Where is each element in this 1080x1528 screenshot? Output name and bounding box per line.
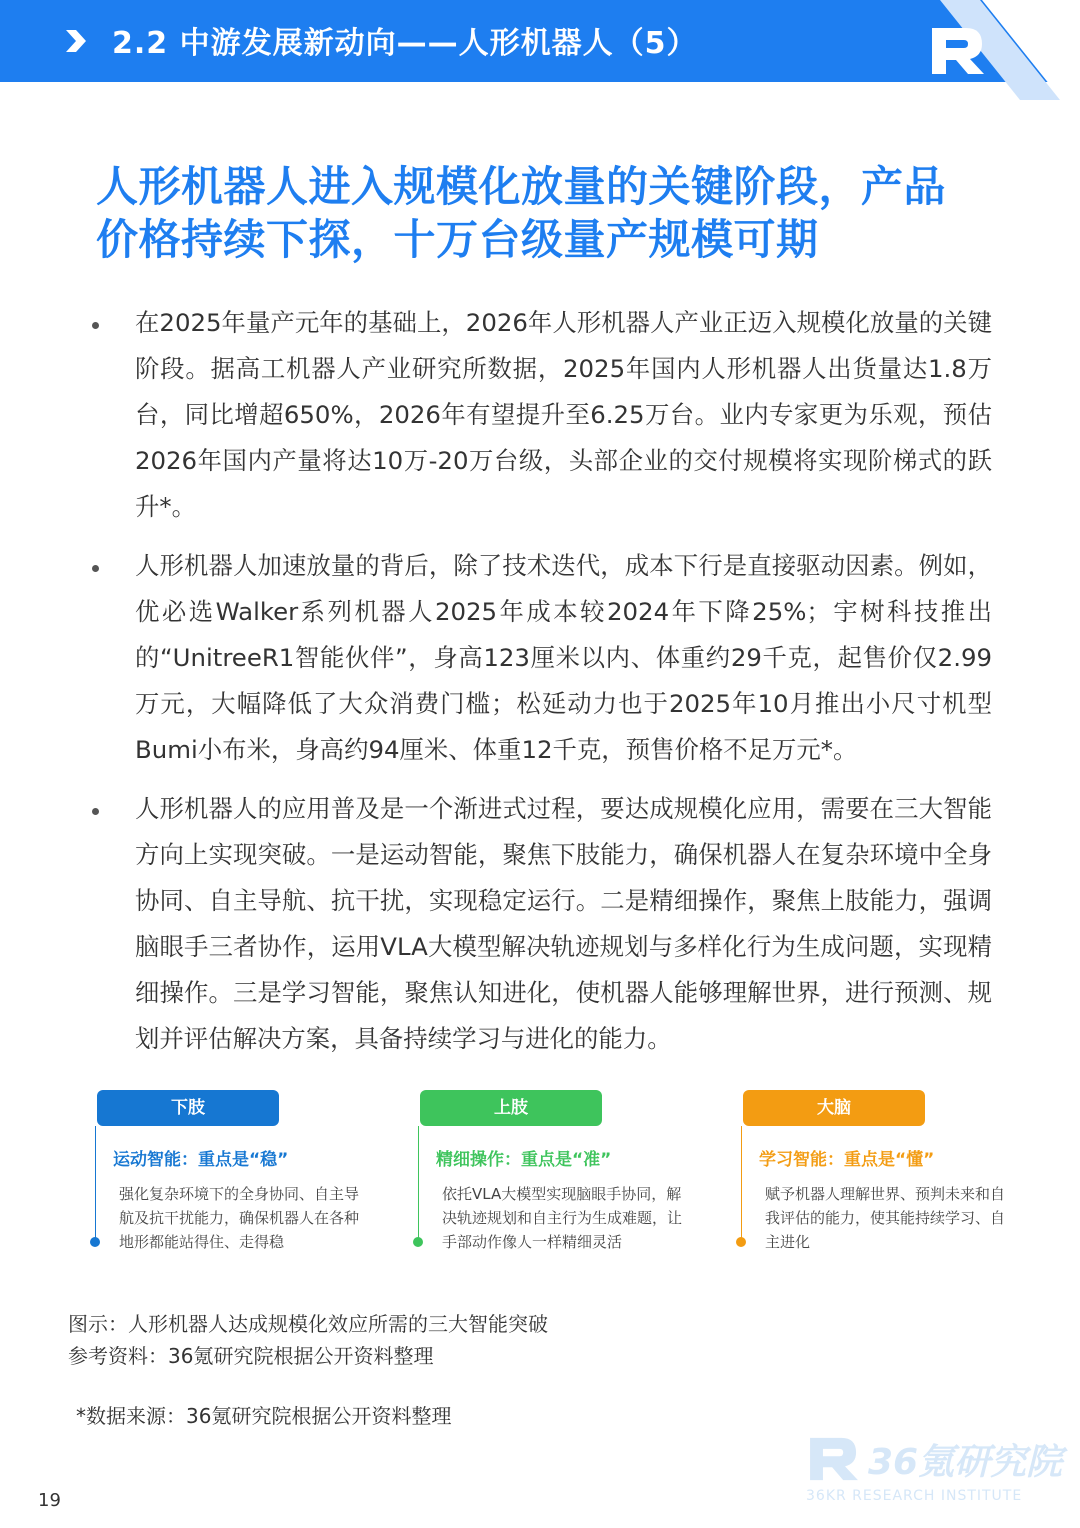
card-subtitle: 学习智能：重点是“懂”	[759, 1150, 935, 1170]
main-title	[96, 160, 996, 266]
card-dot-icon	[413, 1237, 423, 1247]
main-title-line-1: 人形机器人进入规模化放量的关键阶段，产品	[96, 162, 947, 211]
card-brain	[741, 1090, 1041, 1290]
card-tab: 下肢	[97, 1090, 279, 1126]
reference-caption: 参考资料：36氪研究院根据公开资料整理	[68, 1344, 434, 1368]
watermark-en: 36KR RESEARCH INSTITUTE	[806, 1488, 1023, 1504]
bullet-dot-icon	[92, 322, 99, 329]
card-lower-limb	[95, 1090, 395, 1290]
card-subtitle: 运动智能：重点是“稳”	[113, 1150, 289, 1170]
card-description: 赋予机器人理解世界、预判未来和自我评估的能力，使其能持续学习、自主进化	[765, 1185, 1006, 1251]
card-tab: 上肢	[420, 1090, 602, 1126]
watermark	[806, 1432, 1063, 1512]
card-dot-icon	[90, 1237, 100, 1247]
card-line	[418, 1126, 419, 1244]
section-title: 2.2 中游发展新动向——人形机器人（5）	[112, 26, 698, 61]
bullet-text: 人形机器人的应用普及是一个渐进式过程，要达成规模化应用，需要在三大智能方向上实现突破。一是运动智能，聚焦下肢能力，确保机器人在复杂环境中全身协同、自主导航、抗干扰，实现稳定运行。二是精细操作，聚焦上肢能力，强调脑眼手三者协作，运用VLA大模型解决轨迹规划与多样化行为生成问题，实现精细操作。三是学习智能，聚焦认知进化，使机器人能够理解世界，进行预测、规划并评估解决方案，具备持续学习与进化的能力。	[135, 794, 992, 1053]
watermark-cn: 36氪研究院	[868, 1442, 1063, 1483]
main-title-line-2: 价格持续下探，十万台级量产规模可期	[96, 215, 819, 264]
card-description: 依托VLA大模型实现脑眼手协同，解决轨迹规划和自主行为生成难题，让手部动作像人一样精细灵活	[442, 1185, 683, 1251]
36kr-logo-icon	[928, 26, 988, 76]
figure-caption: 图示：人形机器人达成规模化效应所需的三大智能突破	[68, 1312, 548, 1336]
page-number: 19	[38, 1490, 61, 1511]
bullet-item	[92, 300, 992, 530]
bullet-item	[92, 786, 992, 1062]
footnote: *数据来源：36氪研究院根据公开资料整理	[76, 1404, 452, 1428]
bullet-item	[92, 543, 992, 773]
card-description: 强化复杂环境下的全身协同、自主导航及抗干扰能力，确保机器人在各种地形都能站得住、走得稳	[119, 1185, 360, 1251]
bullet-dot-icon	[92, 808, 99, 815]
bullet-text: 人形机器人加速放量的背后，除了技术迭代，成本下行是直接驱动因素。例如，优必选Walker系列机器人2025年成本较2024年下降25%；宇树科技推出的“UnitreeR1智能伙伴”，身高123厘米以内、体重约29千克，起售价仅2.99万元，大幅降低了大众消费门槛；松延动力也于2025年10月推出小尺寸机型Bumi小布米，身高约94厘米、体重12千克，预售价格不足万元*。	[135, 551, 992, 764]
card-upper-limb	[418, 1090, 718, 1290]
bullet-list	[92, 300, 992, 1075]
card-tab: 大脑	[743, 1090, 925, 1126]
card-dot-icon	[736, 1237, 746, 1247]
card-line	[95, 1126, 96, 1244]
chevron-right-icon	[64, 28, 88, 54]
watermark-logo-icon	[806, 1436, 862, 1482]
bullet-text: 在2025年量产元年的基础上，2026年人形机器人产业正迈入规模化放量的关键阶段。据高工机器人产业研究所数据，2025年国内人形机器人出货量达1.8万台，同比增超650%，2026年有望提升至6.25万台。业内专家更为乐观，预估2026年国内产量将达10万-20万台级，头部企业的交付规模将实现阶梯式的跃升*。	[135, 308, 992, 521]
card-subtitle: 精细操作：重点是“准”	[436, 1150, 612, 1170]
header-band	[0, 0, 1080, 82]
bullet-dot-icon	[92, 565, 99, 572]
card-line	[741, 1126, 742, 1244]
